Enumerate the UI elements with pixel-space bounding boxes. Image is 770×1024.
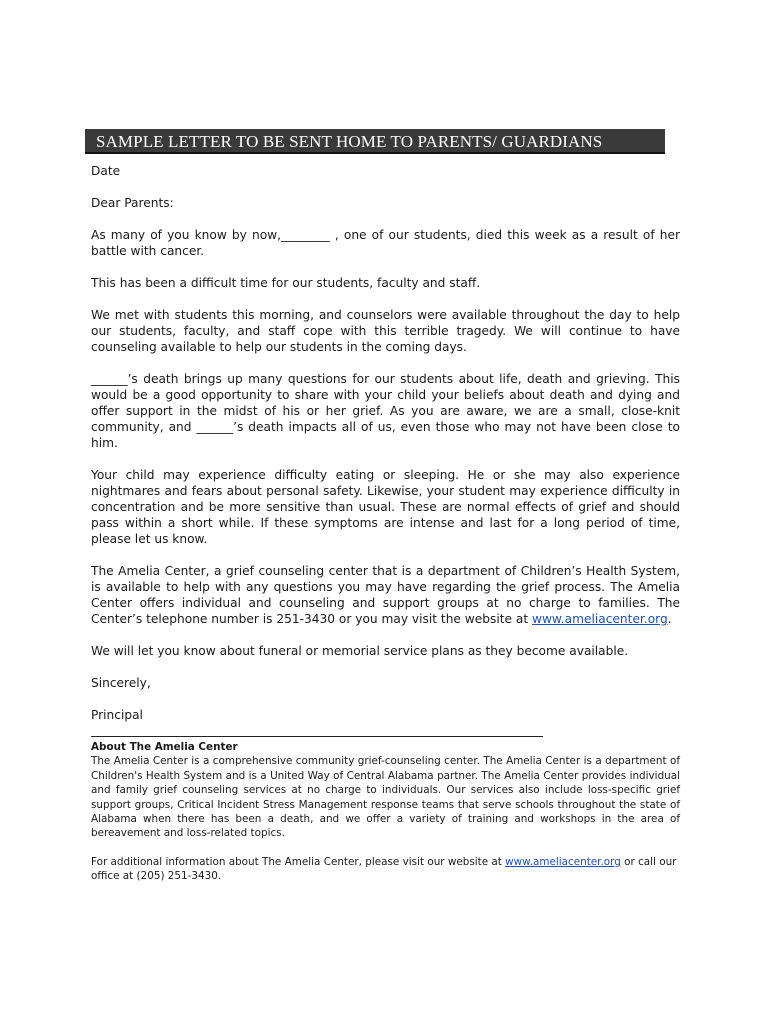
letter-body xyxy=(91,163,680,739)
amelia-center-period: . xyxy=(667,612,672,626)
closing: Sincerely, xyxy=(91,676,151,690)
amelia-center-link[interactable]: www.ameliacenter.org xyxy=(532,612,668,626)
signature: Principal xyxy=(91,708,143,722)
paragraph-questions: ______’s death brings up many questions for our students about life, death and grieving. This would be a good opportunity to share with your child your beliefs about death and dying and offer support in the midst of his or her grief. As you are aware, we are a small, close-knit community, and ______’s death impacts all of us, even those who may not have been close to him. xyxy=(91,372,680,450)
contact-phone-text: or call our office at (205) 251-3430. xyxy=(91,855,677,883)
amelia-center-text: The Amelia Center, a grief counseling center that is a department of Children’s Health System, is available to help with any questions you may have regarding the grief process. The Amelia Center offers individual and counseling and support groups at no charge to families. The Center’s telephone number is 251-3430 or you may visit the website at xyxy=(91,564,680,626)
contact-text: For additional information about The Amelia Center, please visit our website at xyxy=(91,855,506,868)
paragraph-symptoms: Your child may experience difficulty eating or sleeping. He or she may also experience nightmares and fears about personal safety. Likewise, your student may experience difficulty in concentration and be more sensitive than usual. These are normal effects of grief and should pass within a short while. If these symptoms are intense and last for a long period of time, please let us know. xyxy=(91,468,680,546)
date-line: Date xyxy=(91,164,121,178)
paragraph-funeral-plans: We will let you know about funeral or memorial service plans as they become available. xyxy=(91,644,629,658)
paragraph-counselors: We met with students this morning, and counselors were available throughout the day to help our students, faculty, and staff cope with this terrible tragedy. We will continue to have counseling available to help our students in the coming days. xyxy=(91,308,680,354)
about-contact xyxy=(91,855,680,884)
paragraph-announcement: As many of you know by now,________ , one of our students, died this week as a result of her battle with cancer. xyxy=(91,228,680,258)
footer-divider xyxy=(91,736,543,737)
about-body: The Amelia Center is a comprehensive community grief-counseling center. The Amelia Center is a department of Children's Health System and is a United Way of Central Alabama partner. The Amelia Center provides individual and family grief counseling services at no charge to individuals. Our services also include loss-specific grief support groups, Critical Incident Stress Management response teams that serve schools throughout the state of Alabama when there has been a death, and we offer a variety of training and workshops in the area of bereavement and loss-related topics. xyxy=(91,755,680,840)
salutation: Dear Parents: xyxy=(91,196,174,210)
about-heading: About The Amelia Center xyxy=(91,741,238,753)
about-section xyxy=(91,740,680,884)
page-title: SAMPLE LETTER TO BE SENT HOME TO PARENTS/ GUARDIANS xyxy=(96,132,603,151)
contact-website-link[interactable]: www.ameliacenter.org xyxy=(505,855,621,868)
paragraph-difficult-time: This has been a difficult time for our students, faculty and staff. xyxy=(91,276,481,290)
title-banner xyxy=(85,129,665,154)
paragraph-amelia-center xyxy=(91,563,680,627)
